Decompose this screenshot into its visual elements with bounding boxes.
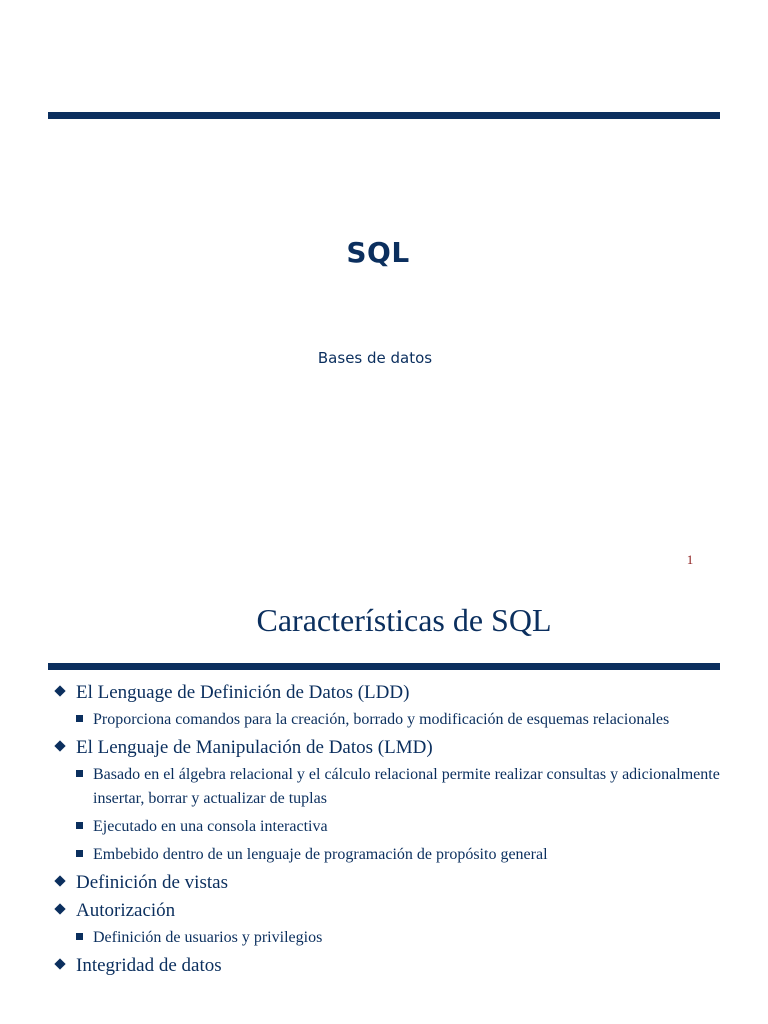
bullet-text: Definición de vistas [76, 872, 228, 893]
bullet-text: El Lenguage de Definición de Datos (LDD) [76, 682, 410, 703]
sub-bullet-item [76, 926, 734, 950]
square-bullet-icon [76, 715, 83, 722]
sub-bullet-item [76, 763, 734, 811]
slide-title: SQL [346, 236, 410, 269]
diamond-bullet-icon [54, 685, 65, 696]
sub-bullet-text: Ejecutado en una consola interactiva [93, 818, 328, 835]
sub-bullet-text: Proporciona comandos para la creación, borrado y modificación de esquemas relacionales [93, 711, 670, 728]
square-bullet-icon [76, 933, 83, 940]
sub-bullet-item [76, 815, 734, 839]
sub-bullet-item [76, 708, 734, 732]
bullet-list [54, 681, 734, 982]
bullet-item [54, 736, 734, 867]
header-rule [48, 663, 720, 670]
bullet-text: Autorización [76, 900, 176, 921]
diamond-bullet-icon [54, 875, 65, 886]
sub-bullet-text: Definición de usuarios y privilegios [93, 929, 323, 946]
sub-bullet-list [76, 763, 734, 867]
bullet-item [54, 954, 734, 978]
square-bullet-icon [76, 770, 83, 777]
header-rule [48, 112, 720, 119]
slide-subtitle: Bases de datos [317, 349, 433, 367]
square-bullet-icon [76, 822, 83, 829]
diamond-bullet-icon [54, 958, 65, 969]
diamond-bullet-icon [54, 740, 65, 751]
sub-bullet-list [76, 926, 734, 950]
bullet-item [54, 871, 734, 895]
sub-bullet-list [76, 708, 734, 732]
sub-bullet-item [76, 843, 734, 867]
bullet-text: El Lenguaje de Manipulación de Datos (LMD) [76, 737, 433, 758]
sub-bullet-text: Embebido dentro de un lenguaje de programación de propósito general [93, 846, 548, 863]
sub-bullet-text: Basado en el álgebra relacional y el cálculo relacional permite realizar consultas y adicionalmente insertar, borrar y actualizar de tuplas [93, 766, 720, 807]
bullet-item [54, 899, 734, 950]
bullet-item [54, 681, 734, 732]
square-bullet-icon [76, 850, 83, 857]
slide-title: Características de SQL [256, 602, 552, 638]
slide-2 [0, 580, 768, 1024]
diamond-bullet-icon [54, 903, 65, 914]
page-number: 1 [686, 552, 694, 567]
bullet-text: Integridad de datos [76, 955, 222, 976]
